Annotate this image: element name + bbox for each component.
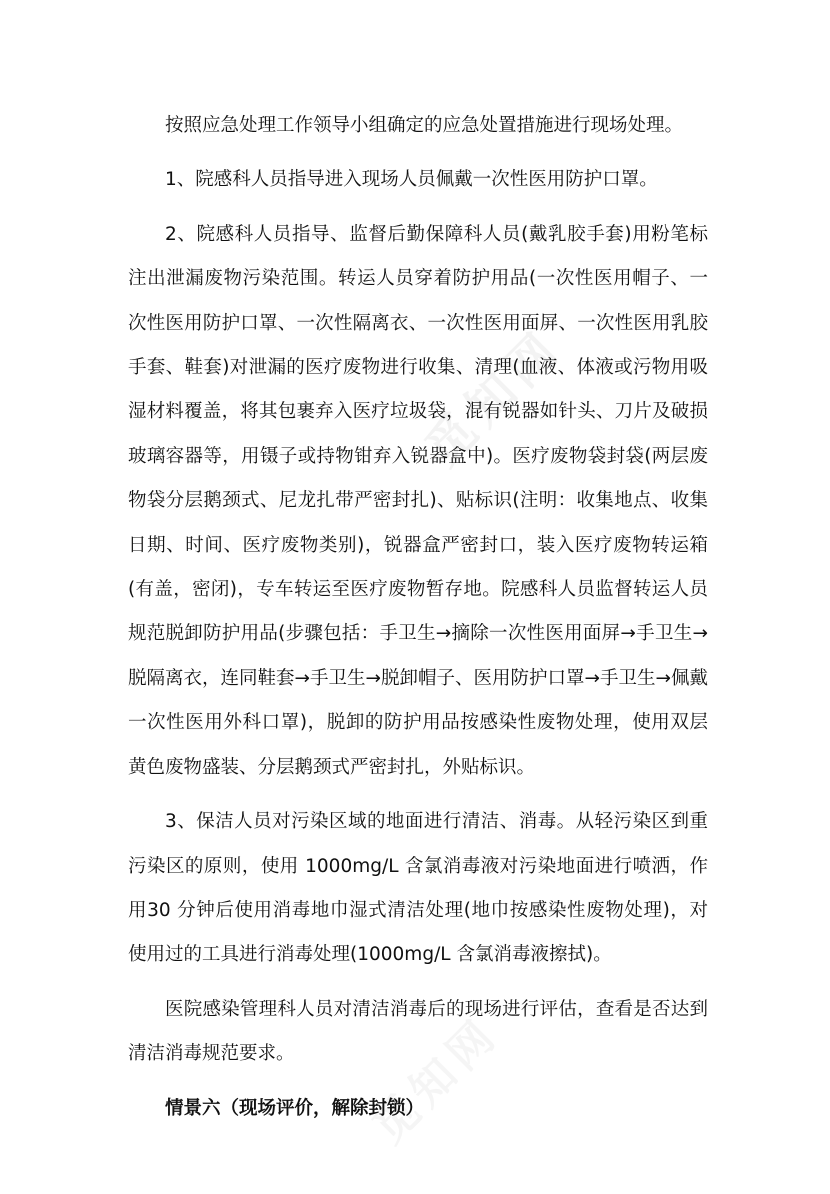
paragraph-intro: 按照应急处理工作领导小组确定的应急处置措施进行现场处理。: [165, 115, 684, 136]
paragraph-step-1: 1、院感科人员指导进入现场人员佩戴一次性医用防护口罩。: [165, 169, 658, 191]
paragraph-step-3: 3、保洁人员对污染区域的地面进行清洁、消毒。从轻污染区到重污染区的原则，使用 1000mg/L 含氯消毒液对污染地面进行喷洒，作用30 分钟后使用消毒地巾湿式清洁处理(地巾按感染性废物处理)，对使用过的工具进行消毒处理(1000mg/L 含氯消毒液擦拭)。: [128, 811, 708, 966]
watermark-text: 觅知网: [363, 1006, 510, 1154]
paragraph-step-2: 2、院感科人员指导、监督后勤保障科人员(戴乳胶手套)用粉笔标注出泄漏废物污染范围。转运人员穿着防护用品(一次性医用帽子、一次性医用防护口罩、一次性隔离衣、一次性医用面屏、一次性医用乳胶手套、鞋套)对泄漏的医疗废物进行收集、清理(血液、体液或污物用吸湿材料覆盖，将其包裹弃入医疗垃圾袋，混有锐器如针头、刀片及破损玻璃容器等，用镊子或持物钳弃入锐器盒中)。医疗废物袋封袋(两层废物袋分层鹅颈式、尼龙扎带严密封扎)、贴标识(注明：收集地点、收集日期、时间、医疗废物类别)，锐器盒严密封口，装入医疗废物转运箱(有盖，密闭)，专车转运至医疗废物暂存地。院感科人员监督转运人员规范脱卸防护用品(步骤包括：手卫生→摘除一次性医用面屏→手卫生→脱隔离衣，连同鞋套→手卫生→脱卸帽子、医用防护口罩→手卫生→佩戴一次性医用外科口罩)，脱卸的防护用品按感染性废物处理，使用双层黄色废物盛装、分层鹅颈式严密封扎，外贴标识。: [128, 223, 709, 778]
section-heading: 情景六（现场评价，解除封锁）: [165, 1097, 425, 1119]
paragraph-evaluation: 医院感染管理科人员对清洁消毒后的现场进行评估，查看是否达到清洁消毒规范要求。: [128, 998, 708, 1065]
watermark-text: 觅知网: [415, 318, 574, 477]
document-body: [128, 104, 708, 1131]
